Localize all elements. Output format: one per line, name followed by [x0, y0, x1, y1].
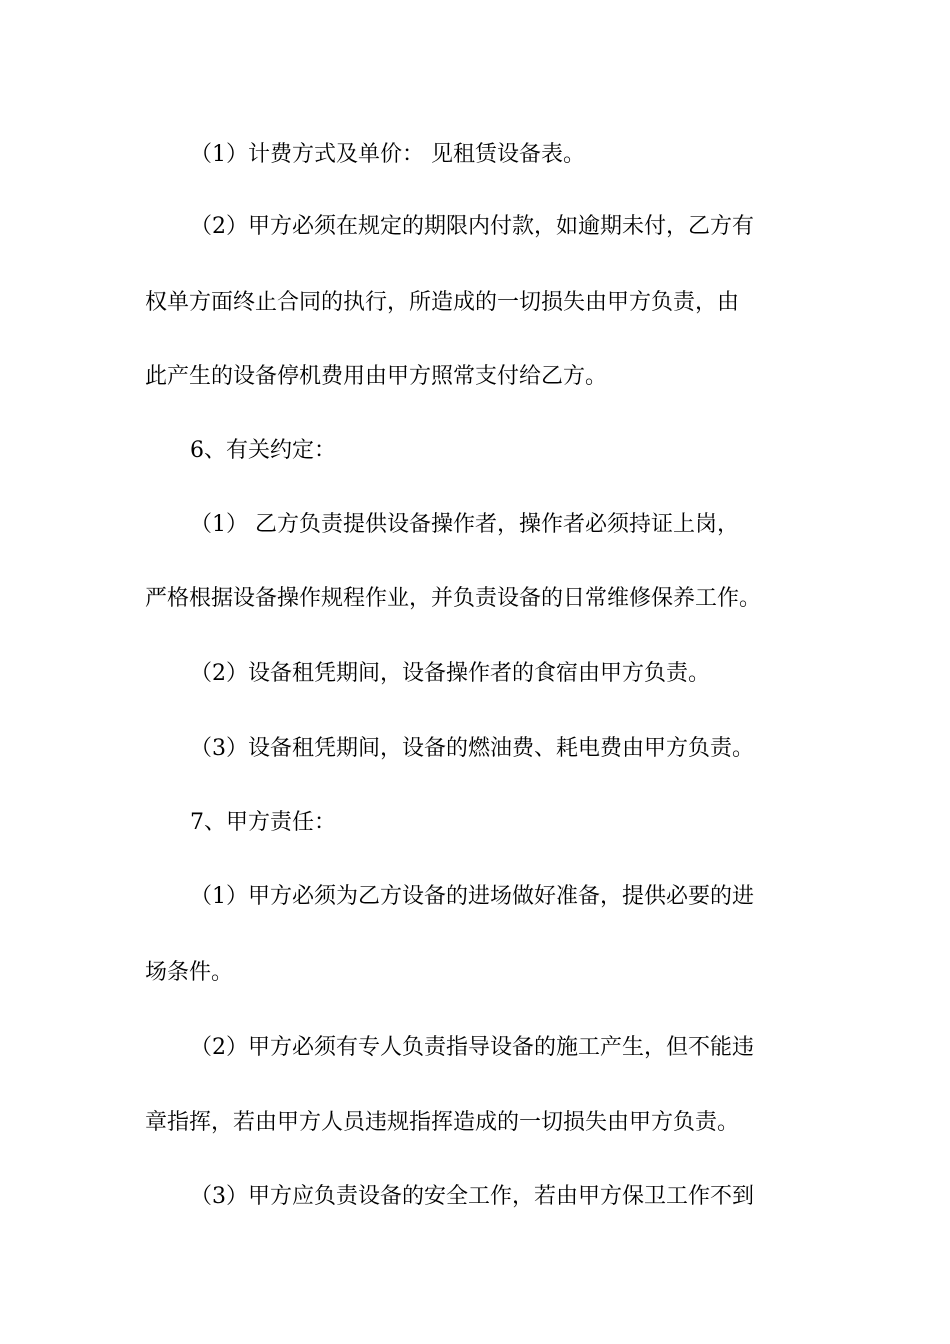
paragraph-line: （1）甲方必须为乙方设备的进场做好准备，提供必要的进	[190, 884, 754, 909]
paragraph-line: 场条件。	[145, 960, 234, 985]
paragraph-line: （2）甲方必须在规定的期限内付款，如逾期未付，乙方有	[190, 214, 754, 239]
paragraph-line: 此产生的设备停机费用由甲方照常支付给乙方。	[145, 364, 608, 389]
paragraph-line: （1） 乙方负责提供设备操作者，操作者必须持证上岗，	[190, 512, 739, 537]
paragraph-line: （3）设备租凭期间，设备的燃油费、耗电费由甲方负责。	[190, 736, 754, 761]
paragraph-line: （2）设备租凭期间，设备操作者的食宿由甲方负责。	[190, 661, 710, 686]
paragraph-line: 严格根据设备操作规程作业，并负责设备的日常维修保养工作。	[145, 586, 762, 611]
paragraph-line: 章指挥，若由甲方人员违规指挥造成的一切损失由甲方负责。	[145, 1110, 740, 1135]
section-heading: 7、甲方责任：	[190, 810, 336, 835]
section-heading: 6、有关约定：	[190, 438, 336, 463]
paragraph-line: （1）计费方式及单价： 见租赁设备表。	[190, 142, 585, 167]
paragraph-line: 权单方面终止合同的执行，所造成的一切损失由甲方负责，由	[145, 290, 740, 315]
paragraph-line: （3）甲方应负责设备的安全工作，若由甲方保卫工作不到	[190, 1184, 754, 1209]
paragraph-line: （2）甲方必须有专人负责指导设备的施工产生，但不能违	[190, 1035, 754, 1060]
